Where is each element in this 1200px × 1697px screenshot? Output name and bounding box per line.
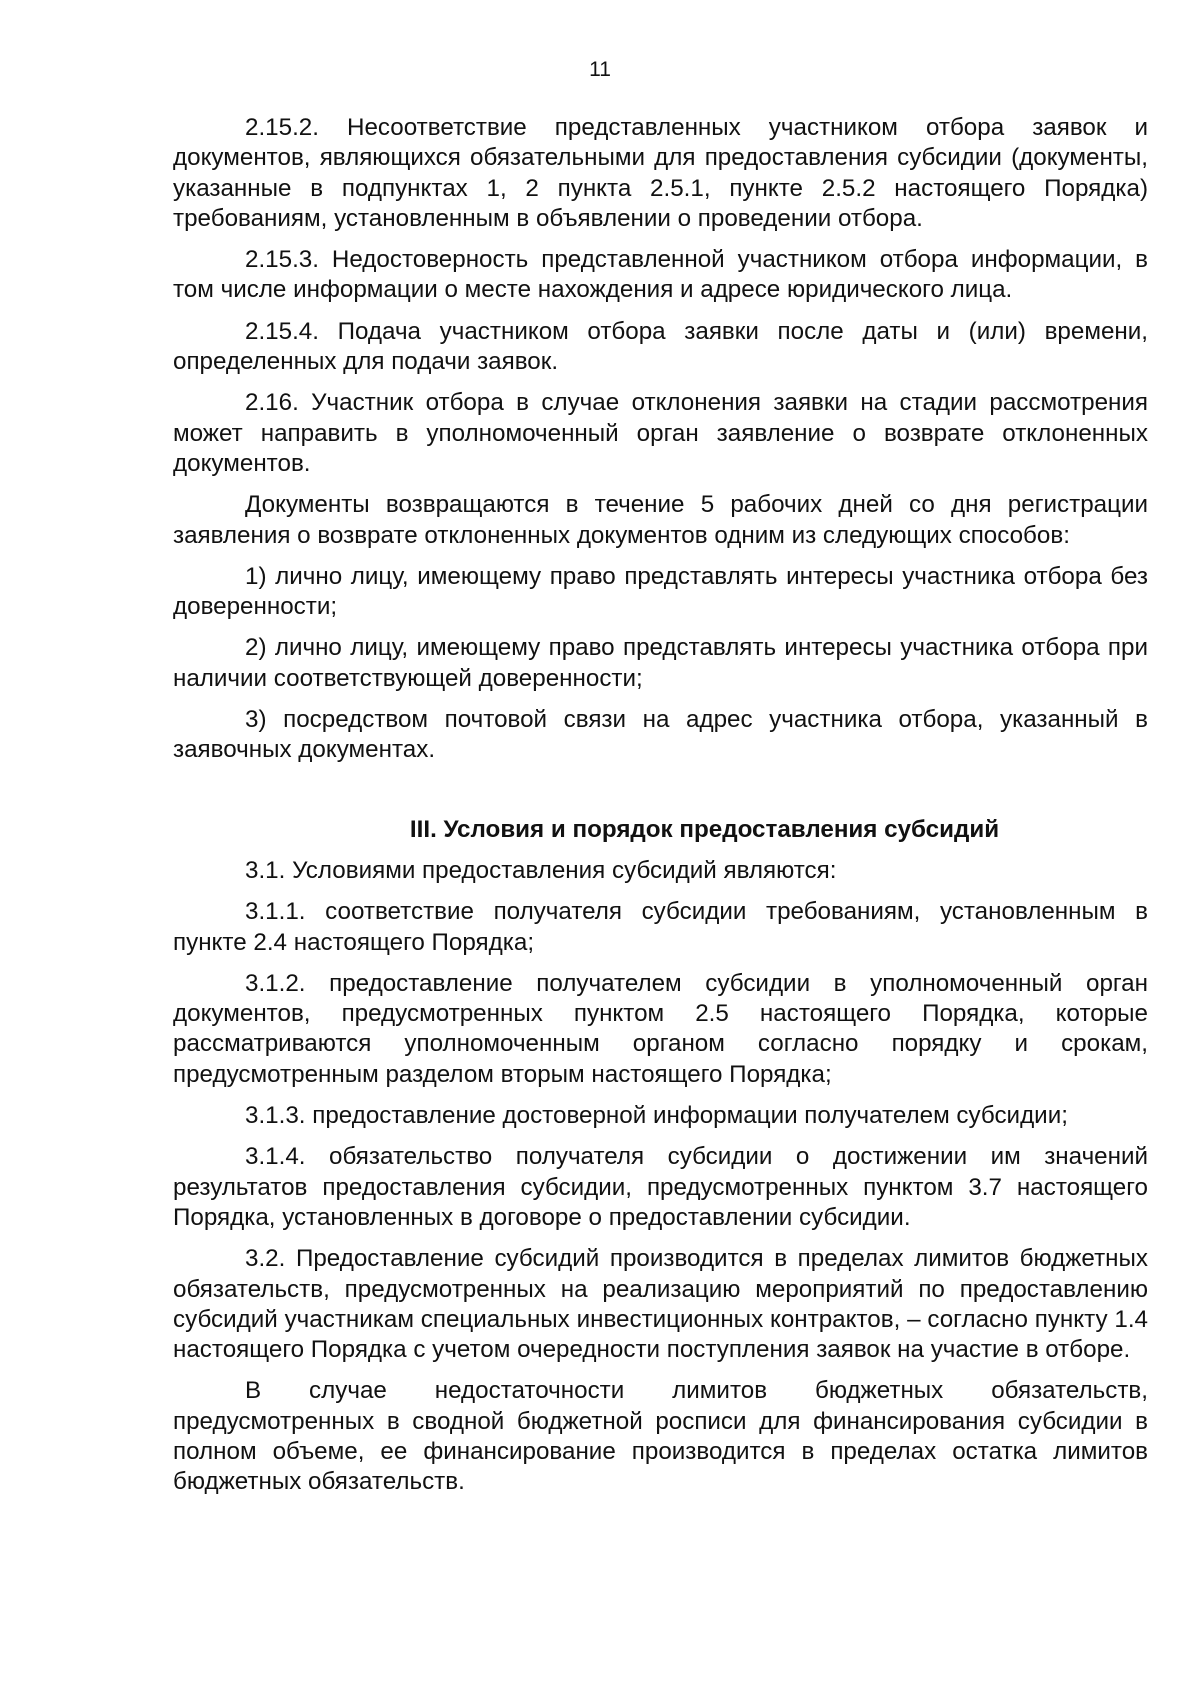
paragraph-insufficient-limits: В случае недостаточности лимитов бюджетных обязательств, предусмотренных в сводной бюджетной росписи для финансирования субсидии в полном объеме, ее финансирование производится в пределах остатка лимитов бюджетных обязательств. [173,1377,1148,1496]
paragraph-2-15-4: 2.15.4. Подача участником отбора заявки после даты и (или) времени, определенных для подачи заявок. [173,317,1148,376]
paragraph-2-15-3: 2.15.3. Недостоверность представленной участником отбора информации, в том числе информации о месте нахождения и адресе юридического лица. [173,246,1148,304]
document-body [173,113,1148,1509]
paragraph-documents-returned: Документы возвращаются в течение 5 рабочих дней со дня регистрации заявления о возврате отклоненных документов одним из следующих способов: [173,491,1148,549]
paragraph-3-1: 3.1. Условиями предоставления субсидий являются: [245,856,837,884]
paragraph-2-16: 2.16. Участник отбора в случае отклонения заявки на стадии рассмотрения может направить в уполномоченный орган заявление о возврате отклоненных документов. [173,389,1148,477]
list-item-1: 1) лично лицу, имеющему право представлять интересы участника отбора без доверенности; [173,562,1148,621]
page-number: 11 [589,58,611,81]
paragraph-2-15-2: 2.15.2. Несоответствие представленных участником отбора заявок и документов, являющихся обязательными для предоставления субсидии (документы, указанные в подпунктах 1, 2 пункта 2.5.1, пункте 2.5.2 настоящего Порядка) требованиям, установленным в объявлении о проведении отбора. [173,114,1148,232]
paragraph-3-1-2: 3.1.2. предоставление получателем субсидии в уполномоченный орган документов, предусмотренных пунктом 2.5 настоящего Порядка, которые рассматриваются уполномоченным органом согласно порядку и срокам, предусмотренным разделом вторым настоящего Порядка; [173,969,1148,1088]
list-item-2: 2) лично лицу, имеющему право представлять интересы участника отбора при наличии соответствующей доверенности; [173,634,1148,692]
paragraph-3-1-3: 3.1.3. предоставление достоверной информации получателем субсидии; [245,1102,1068,1130]
paragraph-3-1-4: 3.1.4. обязательство получателя субсидии о достижении им значений результатов предоставления субсидии, предусмотренных пунктом 3.7 настоящего Порядка, установленных в договоре о предоставлении субсидии. [173,1143,1148,1231]
section-heading: III. Условия и порядок предоставления субсидий [409,815,1000,843]
paragraph-3-2: 3.2. Предоставление субсидий производится в пределах лимитов бюджетных обязательств, предусмотренных на реализацию мероприятий по предоставлению субсидий участникам специальных инвестиционных контрактов, – согласно пункту 1.4 настоящего Порядка с учетом очередности поступления заявок на участие в отборе. [173,1245,1148,1364]
paragraph-3-1-1: 3.1.1. соответствие получателя субсидии требованиям, установленным в пункте 2.4 настоящего Порядка; [173,898,1148,956]
list-item-3: 3) посредством почтовой связи на адрес участника отбора, указанный в заявочных документах. [173,706,1148,764]
